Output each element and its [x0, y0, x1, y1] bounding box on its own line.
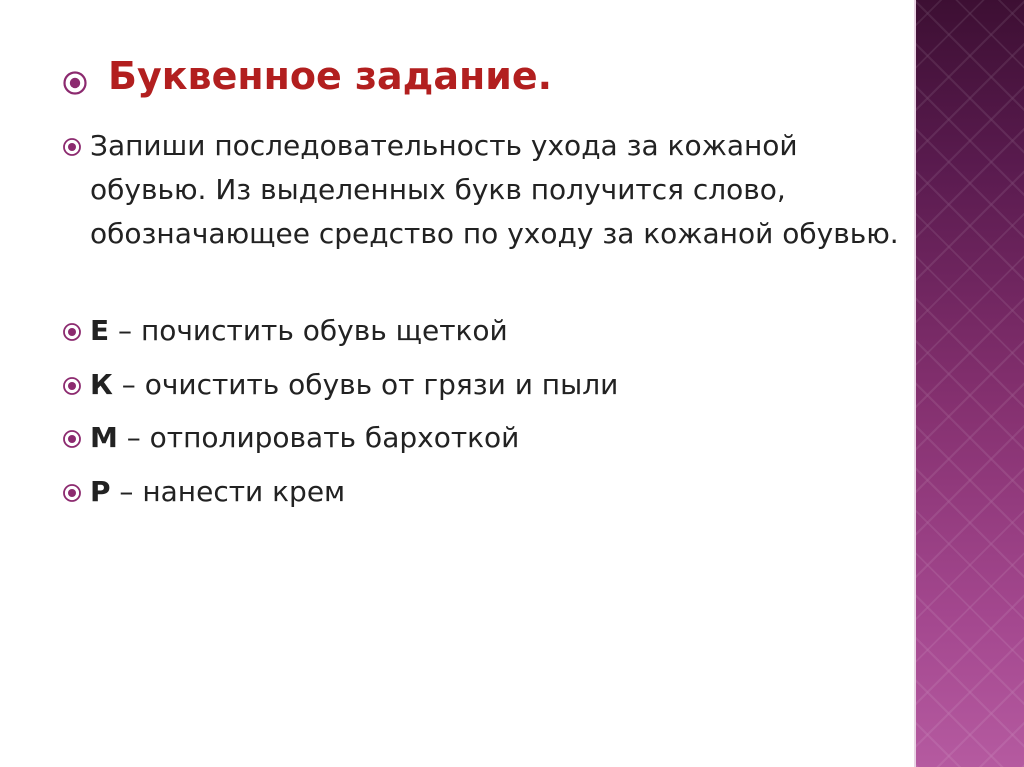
item-text: – отполировать бархоткой — [117, 421, 520, 454]
list-item — [90, 470, 345, 514]
intro-paragraph: Запиши последовательность ухода за кожаной обувью. Из выделенных букв получится слово, обозначающее средство по уходу за кожаной обувью. — [90, 129, 899, 250]
item-bullet-icon — [62, 322, 82, 342]
item-text: – очистить обувь от грязи и пыли — [112, 368, 619, 401]
item-letter: Е — [90, 314, 110, 347]
list-item — [90, 416, 519, 460]
decorative-side-band — [914, 0, 1024, 767]
list-item — [90, 309, 508, 353]
item-letter: Р — [90, 475, 111, 508]
title-bullet-icon — [62, 70, 88, 96]
item-bullet-icon — [62, 376, 82, 396]
diamond-pattern — [916, 0, 1024, 767]
item-letter: К — [90, 368, 113, 401]
list-item — [90, 363, 618, 407]
item-letter: М — [90, 421, 118, 454]
item-bullet-icon — [62, 483, 82, 503]
intro-bullet-icon — [62, 137, 82, 157]
item-text: – почистить обувь щеткой — [109, 314, 508, 347]
item-text: – нанести крем — [110, 475, 346, 508]
slide-title: Буквенное задание. — [108, 54, 553, 98]
item-bullet-icon — [62, 429, 82, 449]
